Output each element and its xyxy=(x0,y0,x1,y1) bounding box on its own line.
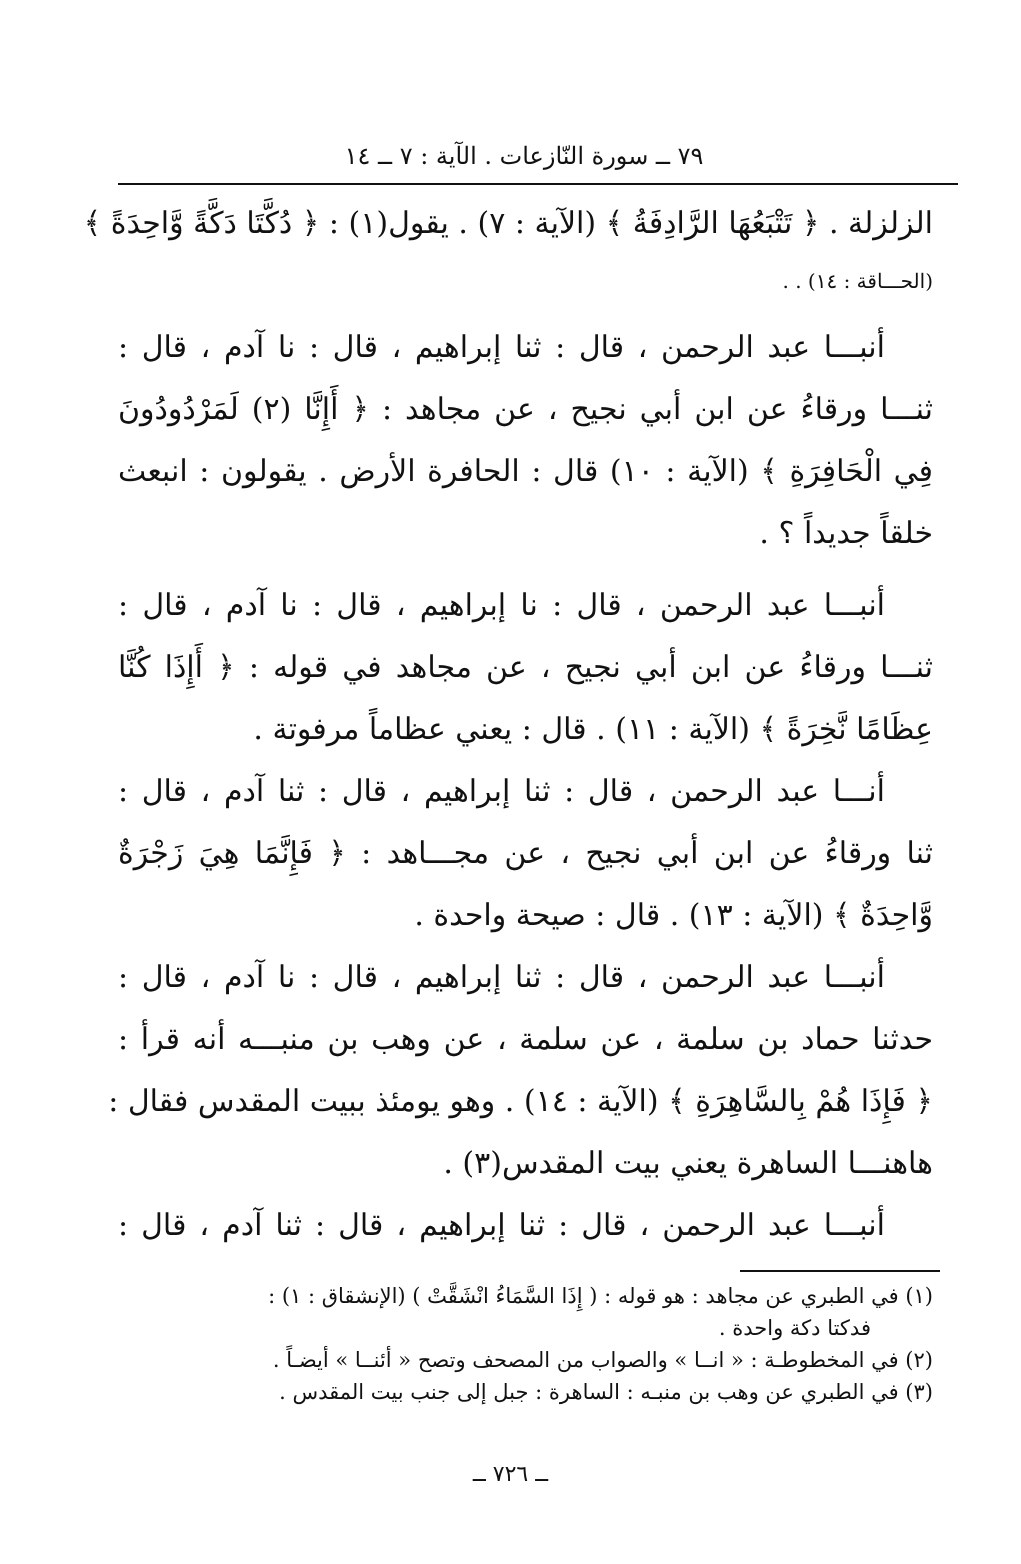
text-line: (الحـــاقة : ١٤) . . xyxy=(782,269,933,293)
text-line: الزلزلة . ﴿ تَتْبَعُهَا الرَّادِفَةُ ﴾ (الآية : ٧) . يقول(١) : ﴿ دُكَّتَا دَكَّةً وَّاحِدَةً ﴾ xyxy=(83,206,933,241)
text-line: عِظَامًا نَّخِرَةً ﴾ (الآية : ١١) . قال : يعني عظاماً مرفوتة . xyxy=(253,712,933,747)
text-line: ثنـــا ورقاءُ عن ابن أبي نجيح ، عن مجاهد : ﴿ أَإِنَّا (٢) لَمَرْدُودُونَ xyxy=(118,392,933,427)
text-line: أنبـــا عبد الرحمن ، قال : ثنا إبراهيم ، قال : ثنا آدم ، قال : xyxy=(118,1208,885,1243)
footnote-1-continuation: فدكتا دكة واحدة . xyxy=(718,1316,871,1340)
footnote-1: (١) في الطبري عن مجاهد : هو قوله : ( إِذَا السَّمَاءُ انْشَقَّتْ ) (الإنشقاق : ١) : xyxy=(268,1284,933,1308)
footnote-rule xyxy=(740,1270,940,1272)
text-line: أنبـــا عبد الرحمن ، قال : ثنا إبراهيم ، قال : نا آدم ، قال : xyxy=(118,330,885,365)
text-line: وَّاحِدَةٌ ﴾ (الآية : ١٣) . قال : صيحة واحدة . xyxy=(414,898,933,933)
header-rule xyxy=(118,183,958,185)
text-line: أنبـــا عبد الرحمن ، قال : نا إبراهيم ، قال : نا آدم ، قال : xyxy=(118,588,885,623)
main-text xyxy=(83,193,933,1257)
footnote-3: (٣) في الطبري عن وهب بن منبـه : الساهرة : جبل إلى جنب بيت المقدس . xyxy=(279,1380,933,1404)
text-line: حدثنا حماد بن سلمة ، عن سلمة ، عن وهب بن منبـــه أنه قرأ : xyxy=(118,1022,933,1057)
text-line: ﴿ فَإِذَا هُمْ بِالسَّاهِرَةِ ﴾ (الآية : ١٤) . وهو يومئذ ببيت المقدس فقال : xyxy=(108,1084,933,1119)
text-line: أنـــا عبد الرحمن ، قال : ثنا إبراهيم ، قال : ثنا آدم ، قال : xyxy=(118,774,885,809)
running-head: ٧٩ ــ سورة النّازعات . الآية : ٧ ــ ١٤ xyxy=(344,142,704,170)
page-number: ــ ٧٢٦ ــ xyxy=(472,1462,549,1487)
text-line: هاهنـــا الساهرة يعني بيت المقدس(٣) . xyxy=(443,1146,933,1181)
text-line: خلقاً جديداً ؟ . xyxy=(759,516,933,551)
text-line: ثنا ورقاءُ عن ابن أبي نجيح ، عن مجـــاهد : ﴿ فَإِنَّمَا هِيَ زَجْرَةٌ xyxy=(118,836,933,871)
text-line: ثنـــا ورقاءُ عن ابن أبي نجيح ، عن مجاهد في قوله : ﴿ أَإِذَا كُنَّا xyxy=(118,650,933,685)
text-line: فِي الْحَافِرَةِ ﴾ (الآية : ١٠) قال : الحافرة الأرض . يقولون : انبعث xyxy=(118,454,933,489)
footnotes xyxy=(118,1280,933,1408)
text-line: أنبـــا عبد الرحمن ، قال : ثنا إبراهيم ، قال : نا آدم ، قال : xyxy=(118,960,885,995)
footnote-2: (٢) في المخطوطـة : « انــا » والصواب من المصحف وتصح « أئنــا » أيضـاً . xyxy=(272,1348,933,1372)
